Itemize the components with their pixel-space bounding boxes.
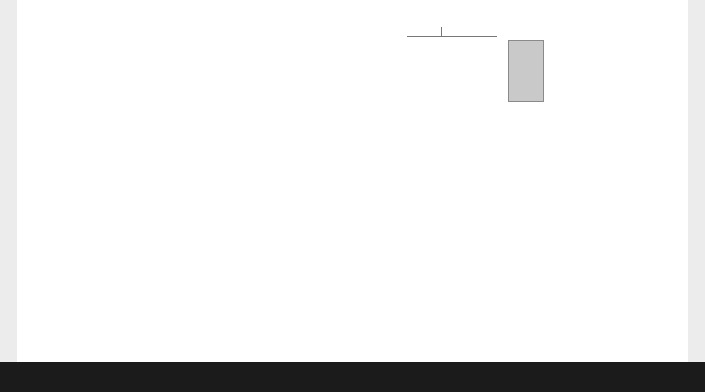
question-title: [107, 32, 397, 48]
truth-table-header: [407, 28, 497, 37]
truth-table: [407, 28, 497, 37]
display-hex-letters: [515, 162, 640, 190]
left-margin: [0, 0, 17, 392]
header-separator: [441, 27, 442, 37]
comment-bar: [0, 362, 705, 392]
right-margin: [688, 0, 705, 392]
display-96: [560, 44, 640, 99]
reference-segment-svg: [509, 41, 543, 101]
seven-segment-reference-diagram: [508, 40, 544, 102]
